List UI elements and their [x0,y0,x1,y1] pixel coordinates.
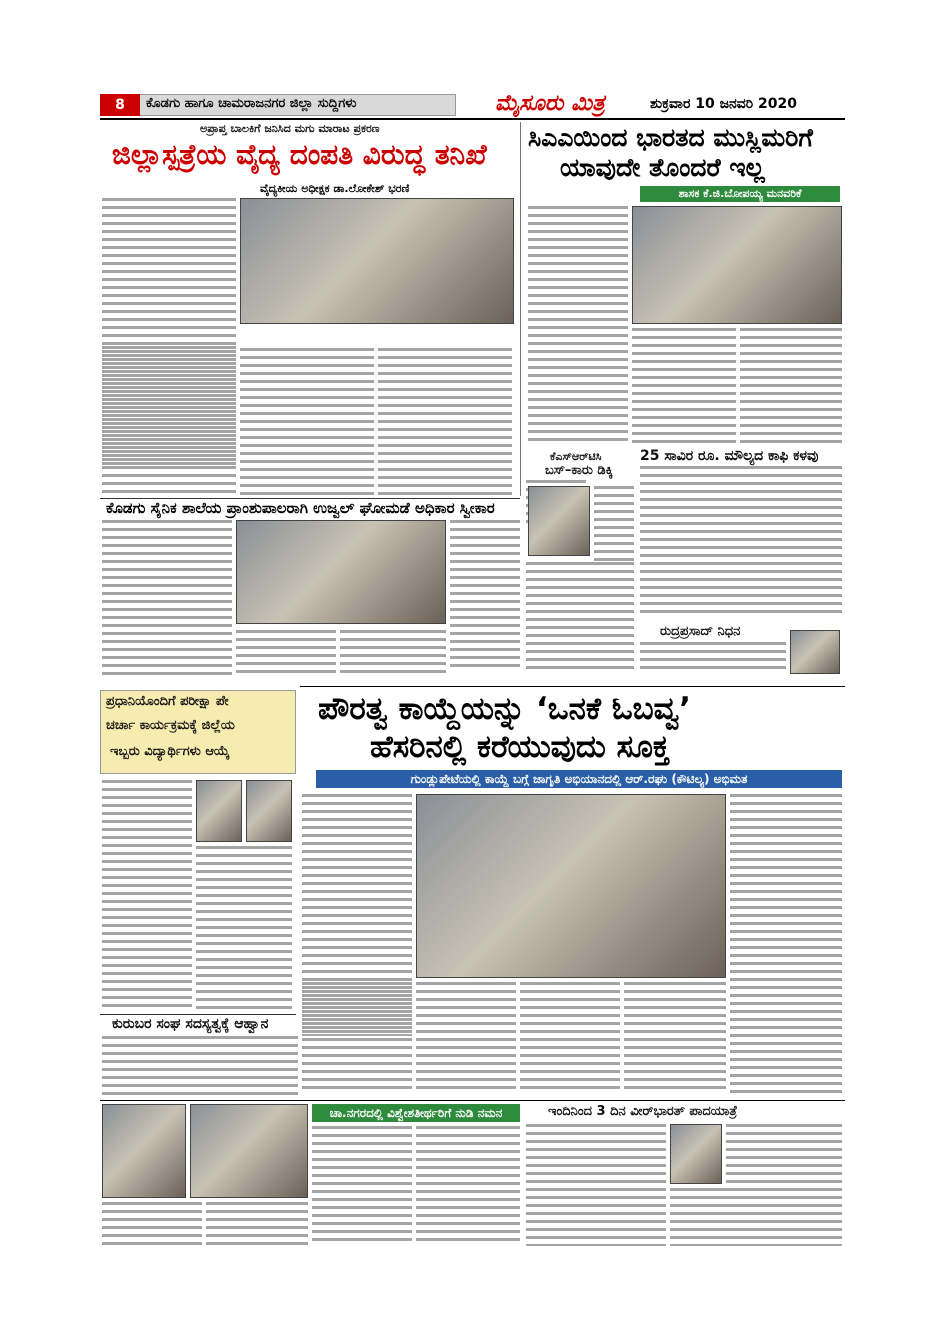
story3-body-col2b [340,630,446,676]
story11-body-col2 [726,1124,842,1184]
story10-body-col4 [206,1202,308,1246]
story7-student2-photo [246,780,292,842]
story8-subhead: ಗುಂಡ್ಲುಪೇಟೆಯಲ್ಲಿ ಕಾಯ್ದೆ ಬಗ್ಗೆ ಜಾಗೃತಿ ಅಭಿಯಾನದಲ್ಲಿ ಆರ್.ರಘು (ಕೌಟಿಲ್ಯ) ಅಭಿಮತ [410,772,748,786]
story2-headline-line2: ಯಾವುದೇ ತೊಂದರೆ ಇಲ್ಲ [560,153,765,182]
story8-top-rule [300,686,845,687]
story1-headline: ಜಿಲ್ಲಾಸ್ಪತ್ರೆಯ ವೈದ್ಯ ದಂಪತಿ ವಿರುದ್ಧ ತನಿಖೆ [112,138,487,171]
story4-headline: ಬಸ್–ಕಾರು ಡಿಕ್ಕಿ [545,463,613,478]
story2-body-col3 [740,328,842,446]
story2-subhead-band [640,186,840,202]
story10-photo2 [190,1104,308,1198]
story11-photo [670,1124,722,1184]
story4-body-col1 [594,486,634,562]
story9-headline: ಕುರುಬರ ಸಂಘ ಸದಸ್ಯತ್ವಕ್ಕೆ ಆಹ್ವಾನ [112,1016,269,1032]
column-divider [520,122,521,496]
story3-body-col3 [450,520,520,670]
story3-body-col2a [236,630,336,676]
story8-subhead-band [316,770,842,788]
story8-body-col1b [302,982,412,1092]
story11-body-col4 [670,1188,842,1246]
story3-photo [236,520,446,624]
story10-photo1 [102,1104,186,1198]
story4-body-col2 [526,562,634,672]
story8-body-col2 [416,982,516,1092]
story1-photo-caption [240,328,514,344]
story7-body-col2 [196,846,292,1010]
story7-headline-line3: ಇಬ್ಬರು ವಿದ್ಯಾರ್ಥಿಗಳು ಆಯ್ಕೆ [110,744,230,759]
paper-name: ಮೈಸೂರು ಮಿತ್ರ [495,90,605,116]
header-rule [100,118,845,120]
story10-body-col1 [312,1126,412,1246]
story3-headline: ಕೊಡಗು ಸೈನಿಕ ಶಾಲೆಯ ಪ್ರಾಂಶುಪಾಲರಾಗಿ ಉಜ್ವಲ್ ಘೋಮಡೆ ಅಧಿಕಾರ ಸ್ವೀಕಾರ [106,499,495,517]
story3-body-col1 [102,520,232,680]
story7-body-col1 [102,780,192,1010]
story5-body [640,466,842,616]
page-number: 8 [115,97,125,113]
story1-kicker: ಅಪ್ರಾಪ್ತ ಬಾಲಕಿಗೆ ಜನಿಸಿದ ಮಗು ಮಾರಾಟ ಪ್ರಕರಣ [200,122,380,135]
story2-body-col2 [632,328,736,446]
story9-top-rule [100,1014,296,1015]
story6-headline: ರುದ್ರಪ್ರಸಾದ್ ನಿಧನ [660,624,741,639]
story1-subhead: ವೈದ್ಯಕೀಯ ಅಧೀಕ್ಷಕ ಡಾ.ಲೋಕೇಶ್ ಭರಣಿ [260,182,410,195]
story8-body-col4 [624,982,726,1092]
story1-photo [240,198,514,324]
issue-date: ಶುಕ್ರವಾರ 10 ಜನವರಿ 2020 [650,96,797,112]
story10-headline: ಚಾ.ನಗರದಲ್ಲಿ ವಿಶ್ವೇಶತೀರ್ಥರಿಗೆ ನುಡಿ ನಮನ [329,1106,503,1120]
story10-body-col3 [102,1202,202,1246]
page-number-tab [100,94,140,116]
story10-headline-band [312,1104,520,1122]
story7-headline-line1: ಪ್ರಧಾನಿಯೊಂದಿಗೆ ಪರೀಕ್ಷಾ ಪೇ [106,694,229,709]
story8-headline-line1: ಪೌರತ್ವ ಕಾಯ್ದೆಯನ್ನು ‘ಒನಕೆ ಓಬವ್ವ’ [318,691,691,727]
story8-headline-line2: ಹೆಸರಿನಲ್ಲಿ ಕರೆಯುವುದು ಸೂಕ್ತ [370,729,670,765]
story1-body-col1b [102,346,236,496]
story7-student1-photo [196,780,242,842]
story8-body-col5 [730,794,842,1094]
story11-body-col3 [526,1188,666,1246]
story8-body-col3 [520,982,620,1092]
story11-body-col1 [526,1124,666,1184]
story1-body-col3 [378,348,512,496]
story2-headline-line1: ಸಿಎಎಯಿಂದ ಭಾರತದ ಮುಸ್ಲಿಮರಿಗೆ [528,123,813,152]
story4-photo [528,486,590,556]
story6-photo [790,630,840,674]
story4-kicker: ಕೆಎಸ್‌ಆರ್‌ಟಿಸಿ [550,450,602,463]
story9-body [102,1036,298,1096]
story1-body-col2 [240,348,374,496]
story2-subhead: ಶಾಸಕ ಕೆ.ಜಿ.ಬೋಪಯ್ಯ ಮನವರಿಕೆ [678,187,802,200]
story2-body-col1 [528,206,628,446]
story2-photo [632,206,842,324]
story7-headline-line2: ಚರ್ಚಾ ಕಾರ್ಯಕ್ರಮಕ್ಕೆ ಜಿಲ್ಲೆಯ [106,718,235,733]
story10-body-col2 [416,1126,520,1246]
section-title: ಕೊಡಗು ಹಾಗೂ ಚಾಮರಾಜನಗರ ಜಿಲ್ಲಾ ಸುದ್ದಿಗಳು [146,96,357,111]
bottom-section-rule [100,1100,845,1101]
story6-body [640,642,786,674]
story8-photo [416,794,726,978]
story11-headline: ಇಂದಿನಿಂದ 3 ದಿನ ವೀರ್‌ಭಾರತ್ ಪಾದಯಾತ್ರೆ [548,1104,738,1119]
story5-headline: 25 ಸಾವಿರ ರೂ. ಮೌಲ್ಯದ ಕಾಫಿ ಕಳವು [640,448,819,464]
